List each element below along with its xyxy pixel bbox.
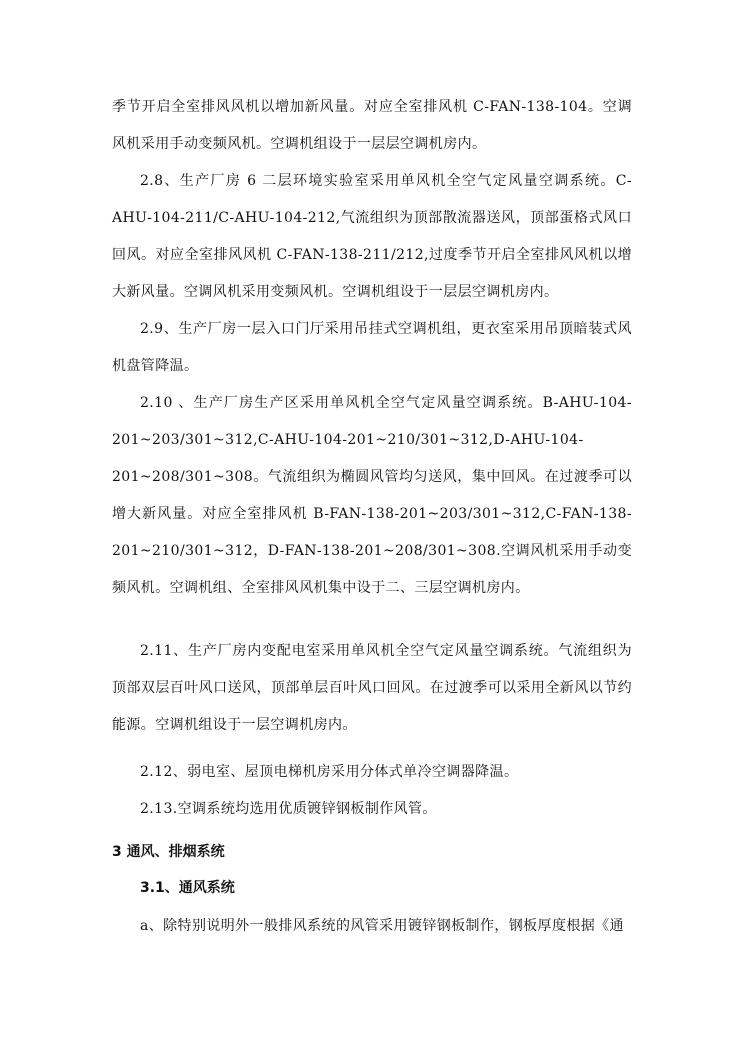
paragraph-2-12: 2.12、弱电室、屋顶电梯机房采用分体式单冷空调器降温。 xyxy=(140,764,519,780)
section-heading-3: 3 通风、排烟系统 xyxy=(112,844,225,860)
paragraph-3-1-a: a、除特别说明外一般排风系统的风管采用镀锌钢板制作，钢板厚度根据《通 xyxy=(140,918,624,934)
paragraph-2-10: 2.10 、生产厂房生产区采用单风机全空气定风量空调系统。B-AHU-104-201~203/301~312,C-AHU-104-201~210/301~312,D-AHU-104-201~208/301~308。气流组织为椭圆风管均匀送风，集中回风。在过渡季可以增大新风量。对应全室排风机 B-FAN-138-201~203/301~312,C-FAN-138-201~210/301~312，D-FAN-138-201~208/301~308.空调风机采用手动变频风机。空调机组、全室排风风机集中设于二、三层空调机房内。 xyxy=(112,395,632,596)
paragraph-2-13: 2.13.空调系统均选用优质镀锌钢板制作风管。 xyxy=(140,801,437,817)
paragraph-2-8: 2.8、生产厂房 6 二层环境实验室采用单风机全空气定风量空调系统。C-AHU-104-211/C-AHU-104-212,气流组织为顶部散流器送风，顶部蛋格式风口回风。对应全室排风风机 C-FAN-138-211/212,过度季节开启全室排风风机以增大新风量。空调风机采用变频风机。空调机组设于一层层空调机房内。 xyxy=(112,173,632,300)
section-heading-3-1: 3.1、通风系统 xyxy=(140,880,235,896)
paragraph-2-7-continued: 季节开启全室排风风机以增加新风量。对应全室排风机 C-FAN-138-104。空调风机采用手动变频风机。空调机组设于一层层空调机房内。 xyxy=(112,99,632,152)
paragraph-2-11: 2.11、生产厂房内变配电室采用单风机全空气定风量空调系统。气流组织为顶部双层百叶风口送风，顶部单层百叶风口回风。在过渡季可以采用全新风以节约能源。空调机组设于一层空调机房内。 xyxy=(112,643,632,733)
paragraph-2-9: 2.9、生产厂房一层入口门厅采用吊挂式空调机组，更衣室采用吊顶暗装式风机盘管降温。 xyxy=(112,321,632,374)
